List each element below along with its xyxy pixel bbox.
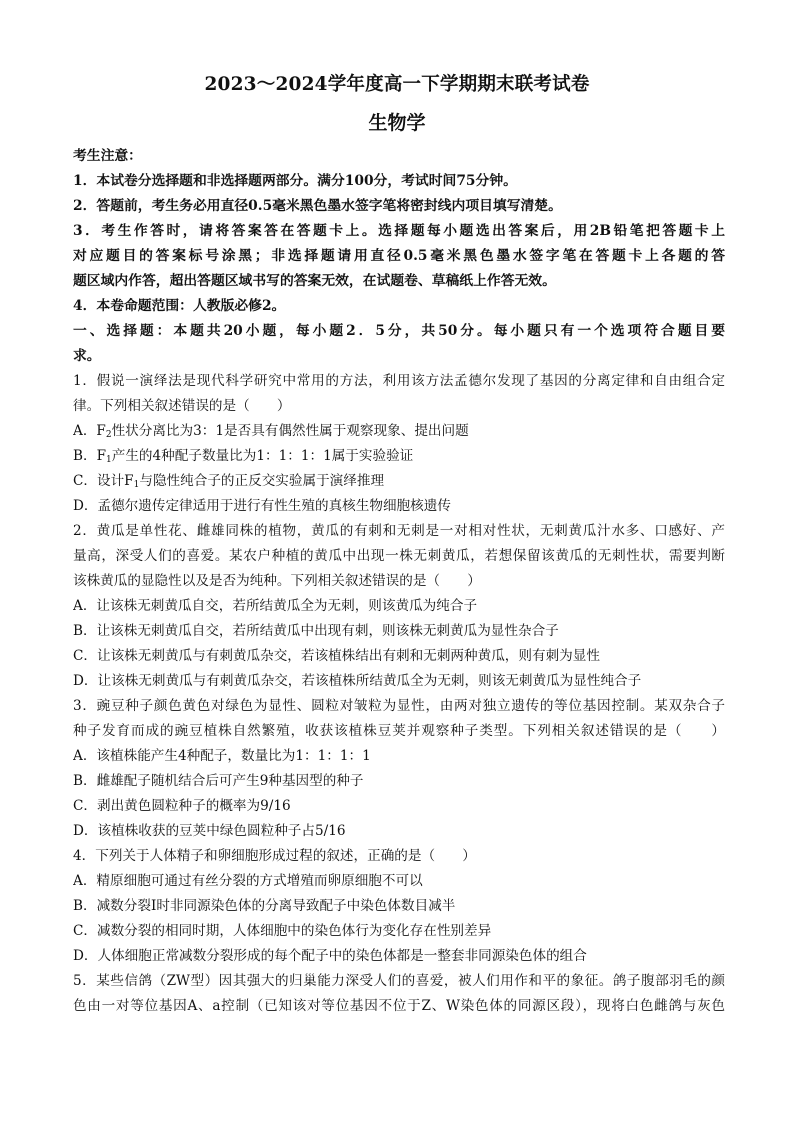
q3-stem-line-2: 种子发育而成的豌豆植株自然繁殖，收获该植株豆荚并观察种子类型。下列相关叙述错误的是（ ）: [73, 723, 725, 739]
notice-item-3-line-2: 对应题目的答案标号涂黑；非选择题请用直径0.5毫米黑色墨水签字笔在答题卡上各题的答: [73, 248, 725, 264]
notice-item-2: 2．答题前，考生务必用直径0.5毫米黑色墨水签字笔将密封线内项目填写清楚。: [73, 198, 562, 214]
q3-option-a: A．该植株能产生4种配子，数量比为1：1：1：1: [73, 748, 371, 764]
notice-item-3-line-1: 3．考生作答时，请将答案答在答题卡上。选择题每小题选出答案后，用2B铅笔把答题卡上: [73, 223, 725, 239]
notice-heading: 考生注意：: [73, 148, 142, 164]
q4-option-b: B．减数分裂Ⅰ时非同源染色体的分离导致配子中染色体数目减半: [73, 898, 456, 914]
q1-option-a-sub: 2: [105, 430, 112, 440]
exam-subject: 生物学: [368, 112, 426, 134]
notice-item-1: 1．本试卷分选择题和非选择题两部分。满分100分，考试时间75分钟。: [73, 173, 517, 189]
notice-item-4: 4．本卷命题范围：人教版必修2。: [73, 298, 286, 314]
q3-stem-line-1: 3．豌豆种子颜色黄色对绿色为显性、圆粒对皱粒为显性，由两对独立遗传的等位基因控制。某双杂合子: [73, 698, 725, 714]
q1-option-b: [73, 444, 725, 469]
q1-option-b-pre: B．F: [73, 448, 107, 464]
notice-item-3-line-3: 题区域内作答，超出答题区域书写的答案无效，在试题卷、草稿纸上作答无效。: [73, 273, 556, 289]
q2-option-c: C．让该株无刺黄瓜与有刺黄瓜杂交，若该植株结出有刺和无刺两种黄瓜，则有刺为显性: [73, 648, 600, 664]
exam-title: 2023～2024学年度高一下学期期末联考试卷: [204, 74, 590, 95]
q1-option-c-pre: C．设计F: [73, 473, 134, 489]
q3-option-b: B．雌雄配子随机结合后可产生9种基因型的种子: [73, 773, 364, 789]
q2-stem-line-1: 2．黄瓜是单性花、雌雄同株的植物，黄瓜的有刺和无刺是一对相对性状，无刺黄瓜汁水多、口感好、产: [73, 523, 725, 539]
q5-stem-line-1: 5．某些信鸽（ZW型）因其强大的归巢能力深受人们的喜爱，被人们用作和平的象征。鸽子腹部羽毛的颜: [73, 973, 725, 989]
section-heading-line-1: 一、选择题：本题共20小题，每小题2．5分，共50分。每小题只有一个选项符合题目要: [73, 323, 725, 339]
q1-option-c-post: 与隐性纯合子的正反交实验属于演绎推理: [139, 473, 385, 489]
q2-stem-line-2: 量高，深受人们的喜爱。某农户种植的黄瓜中出现一株无刺黄瓜，若想保留该黄瓜的无刺性状，需要判断: [73, 548, 725, 564]
q1-stem-line-2: 律。下列相关叙述错误的是（ ）: [73, 398, 291, 414]
q1-option-c-sub: 1: [133, 480, 140, 490]
q1-option-d: D．孟德尔遗传定律适用于进行有性生殖的真核生物细胞核遗传: [73, 498, 451, 514]
section-heading-line-2: 求。: [73, 348, 101, 364]
q4-option-d: D．人体细胞正常减数分裂形成的每个配子中的染色体都是一整套非同源染色体的组合: [73, 948, 587, 964]
q4-option-a: A．精原细胞可通过有丝分裂的方式增殖而卵原细胞不可以: [73, 873, 423, 889]
q4-stem-line-1: 4．下列关于人体精子和卵细胞形成过程的叙述，正确的是（ ）: [73, 848, 476, 864]
q1-stem-line-1: 1．假说一演绎法是现代科学研究中常用的方法，利用该方法孟德尔发现了基因的分离定律和自由组合定: [73, 373, 725, 389]
exam-body: [73, 144, 725, 1019]
q1-option-a: [73, 419, 725, 444]
q3-option-d: D．该植株收获的豆荚中绿色圆粒种子占5/16: [73, 823, 346, 839]
q1-option-a-post: 性状分离比为3：1是否具有偶然性属于观察现象、提出问题: [111, 423, 469, 439]
q3-option-c: C．剥出黄色圆粒种子的概率为9/16: [73, 798, 291, 814]
q4-option-c: C．减数分裂的相同时期，人体细胞中的染色体行为变化存在性别差异: [73, 923, 492, 939]
q2-option-b: B．让该株无刺黄瓜自交，若所结黄瓜中出现有刺，则该株无刺黄瓜为显性杂合子: [73, 623, 559, 639]
q5-stem-line-2: 色由一对等位基因A、a控制（已知该对等位基因不位于Z、W染色体的同源区段），现将白色雌鸽与灰色: [73, 998, 725, 1014]
q2-option-d: D．让该株无刺黄瓜与有刺黄瓜杂交，若该植株所结黄瓜全为无刺，则该无刺黄瓜为显性纯合子: [73, 673, 642, 689]
q1-option-b-sub: 1: [106, 455, 112, 465]
q2-stem-line-3: 该株黄瓜的显隐性以及是否为纯种。下列相关叙述错误的是（ ）: [73, 573, 481, 589]
q1-option-b-post: 产生的4种配子数量比为1：1：1：1属于实验验证: [111, 448, 414, 464]
q1-option-c: [73, 469, 725, 494]
q2-option-a: A．让该株无刺黄瓜自交，若所结黄瓜全为无刺，则该黄瓜为纯合子: [73, 598, 478, 614]
q1-option-a-pre: A．F: [73, 423, 106, 439]
